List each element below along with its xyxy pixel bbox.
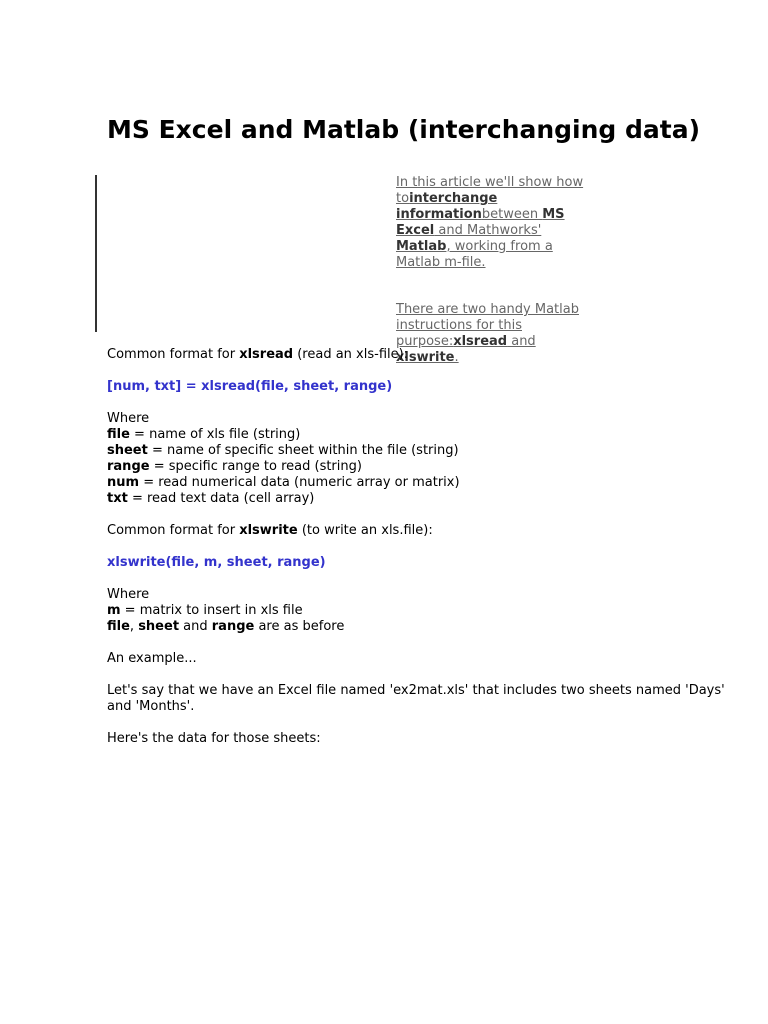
param-name: num	[107, 475, 140, 490]
scenario-paragraph: Let's say that we have an Excel file named 'ex2mat.xls' that includes two sheets named 'Days' and 'Months'.	[107, 683, 725, 714]
intro-text: , working from a Matlab m-file.	[396, 239, 553, 270]
body-text: Common format for	[107, 347, 240, 362]
vertical-divider	[95, 175, 97, 332]
intro-emphasis: MS Excel	[396, 207, 565, 238]
xlsread-params	[107, 411, 747, 507]
intro-text: There are two handy Matlab instructions for this purpose:	[396, 302, 579, 349]
intro-paragraph-1	[396, 175, 596, 271]
param-name: m	[107, 603, 121, 618]
command-name: xlsread	[239, 347, 294, 362]
param-desc: = matrix to insert in xls file	[120, 603, 303, 618]
param-name: range	[211, 619, 255, 634]
example-heading: An example...	[107, 651, 197, 666]
param-name: sheet	[138, 619, 180, 634]
intro-text: .	[454, 350, 459, 365]
intro-emphasis: xlswrite	[396, 350, 455, 365]
param-name: sheet	[107, 443, 148, 458]
param-name: file	[107, 427, 130, 442]
param-desc: = name of specific sheet within the file (string)	[147, 443, 459, 458]
data-intro-paragraph: Here's the data for those sheets:	[107, 731, 321, 746]
body-text: and	[179, 619, 212, 634]
param-desc: = read numerical data (numeric array or matrix)	[139, 475, 460, 490]
param-name: range	[107, 459, 150, 474]
intro-emphasis: xlsread	[453, 334, 508, 349]
body-text: are as before	[254, 619, 345, 634]
xlsread-syntax: [num, txt] = xlsread(file, sheet, range)	[107, 379, 393, 394]
xlswrite-params	[107, 587, 747, 635]
param-name: file	[107, 619, 130, 634]
intro-text: and Mathworks'	[434, 223, 542, 238]
param-desc: = read text data (cell array)	[127, 491, 315, 506]
intro-text: and	[507, 334, 536, 349]
where-label: Where	[107, 587, 150, 602]
intro-emphasis: Matlab	[396, 239, 447, 254]
where-label: Where	[107, 411, 150, 426]
page-title: MS Excel and Matlab (interchanging data)	[107, 115, 701, 144]
intro-box	[396, 175, 596, 366]
xlswrite-syntax: xlswrite(file, m, sheet, range)	[107, 555, 326, 570]
xlsread-intro	[107, 347, 747, 363]
body-text: ,	[129, 619, 139, 634]
body-text: (read an xls-file):	[293, 347, 409, 362]
intro-text: between	[481, 207, 543, 222]
intro-emphasis: interchange information	[396, 191, 498, 222]
param-desc: = name of xls file (string)	[129, 427, 301, 442]
intro-text: In this article we'll show how to	[396, 175, 584, 206]
xlswrite-intro	[107, 523, 747, 539]
param-desc: = specific range to read (string)	[149, 459, 362, 474]
param-name: txt	[107, 491, 128, 506]
body-text: (to write an xls.file):	[297, 523, 433, 538]
article-body	[107, 347, 747, 763]
command-name: xlswrite	[239, 523, 298, 538]
body-text: Common format for	[107, 523, 240, 538]
